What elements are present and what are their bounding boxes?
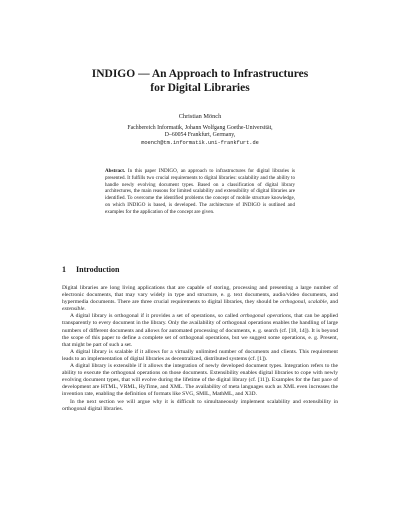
section-title: Introduction: [76, 265, 120, 274]
title-line-1: INDIGO — An Approach to Infrastructures: [91, 68, 309, 80]
affiliation-line-1: Fachbereich Informatik, Johann Wolfgang Goethe-Universität,: [127, 125, 273, 131]
section-heading: [62, 265, 119, 274]
abstract-label: Abstract.: [105, 168, 126, 174]
term-extensible: extensible: [62, 306, 85, 313]
paragraph-1: [62, 285, 338, 313]
paragraph-4: A digital library is extensible if it allows the integration of newly developed document types. Integration refers to the ability to execute the orthogonal operations on those documents. Extensibility enables digital libraries to cope with newly evolving document types, that will evolve during the lifetime of the digital library (cf. [11]). Examples for the fast pace of development are HTML, VRML, HyTime, and XML. The availability of meta languages such as XML even increases the invention rate, enabling the definition of formats like SVG, SMIL, MathML, and X3D.: [62, 363, 338, 398]
affiliation: [60, 125, 340, 147]
term-orthogonal: orthogonal: [280, 299, 306, 306]
paragraph-1-text-c: , and: [326, 299, 339, 306]
section-number: 1: [62, 265, 66, 274]
abstract-text: In this paper INDIGO, an approach to infrastructures for digital libraries is presented. It fulfills two crucial requirements to digital libraries: scalability and the ability to handle newly evolving document types. Based on a classification of digital library architectures, the main reasons for limited scalability and extensibility of digital libraries are identified. To overcome the identified problems the concept of mobile structure knowledge, on which INDIGO is based, is developed. The architecture of INDIGO is outlined and examples for the application of the concept are given.: [105, 168, 295, 215]
paragraph-2: [62, 313, 338, 348]
paragraph-1-text-a: Digital libraries are long living applications that are capable of storing, processing and presenting a large number of electronic documents, that may vary widely in type and structure, e. g. text documents, audio/video documents, and hypermedia documents. There are three crucial requirements to digital libraries, they should be: [62, 285, 338, 306]
affiliation-line-2: D–60054 Frankfurt, Germany,: [164, 132, 236, 139]
section-body: [62, 285, 338, 413]
paragraph-3: A digital library is scalable if it allows for a virtually unlimited number of documents and clients. This requirement leads to an implementation of digital libraries as decentralized, distributed systems (cf. [1]).: [62, 348, 338, 362]
title-line-2: for Digital Libraries: [150, 82, 250, 94]
paper-title: [60, 67, 340, 95]
author-email: moench@tm.informatik.uni-frankfurt.de: [141, 139, 259, 146]
abstract: [105, 168, 295, 216]
paragraph-2-text-a: A digital library is orthogonal if it provides a set of operations, so called: [70, 313, 241, 320]
term-orthogonal-operations: orthogonal operations: [240, 313, 291, 320]
author-name: Christian Mönch: [178, 113, 222, 120]
paragraph-1-text-d: .: [84, 306, 86, 313]
term-scalable: scalable: [308, 299, 327, 306]
paragraph-2-text-b: , that can be applied transparently to every document in the library. Only the availability of orthogonal operations enables the handling of large numbers of different documents and allows for automated processing of documents, e. g. search (cf. [18, 14]). It is beyond the scope of this paper to define a complete set of orthogonal operations, but we suggest some operations, e. g. Present, that might be part of such a set.: [62, 313, 338, 348]
paragraph-1-text-b: ,: [305, 299, 309, 306]
paragraph-5: In the next section we will argue why it is difficult to simultaneously implement scalability and extensibility in orthogonal digital libraries.: [62, 398, 338, 412]
